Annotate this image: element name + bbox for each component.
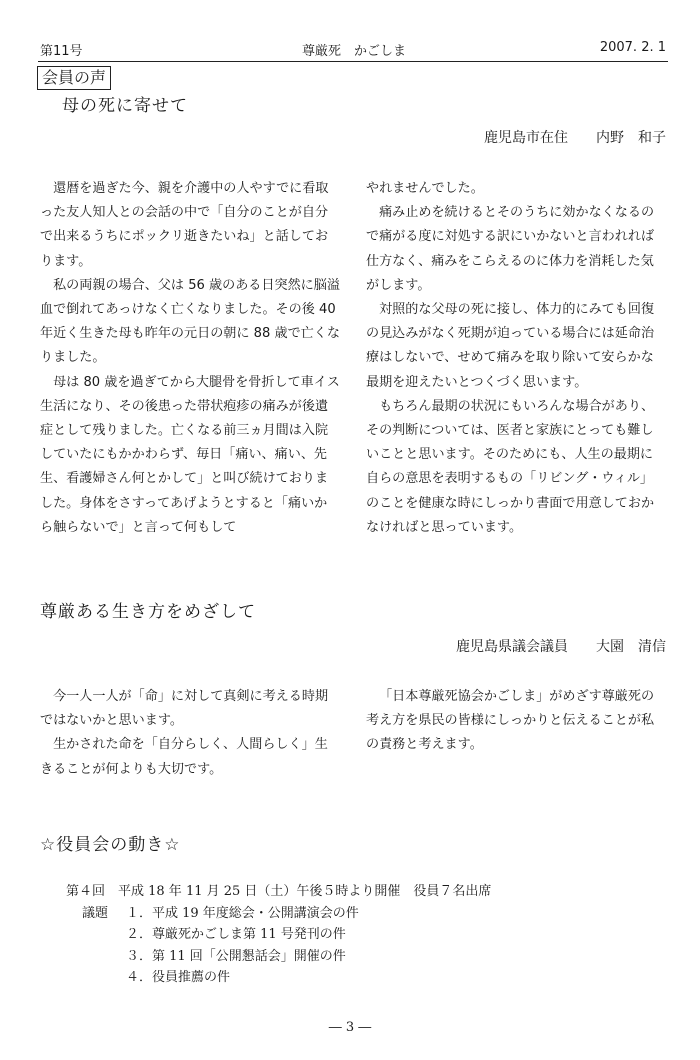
article2-paragraph: 「日本尊厳死協会かごしま」がめざす尊厳死の考え方を県民の皆様にしっかりと伝えることが私の責務と考えます。 — [366, 689, 655, 753]
newsletter-title: 尊厳死 かごしま — [302, 44, 407, 59]
agenda-item: ４．役員推薦の件 — [126, 970, 231, 986]
page-number: ― 3 ― — [328, 1020, 372, 1035]
article2-paragraph: 生かされた命を「自分らしく、人間らしく」生きることが何よりも大切です。 — [40, 737, 328, 777]
article1-paragraph: 私の両親の場合、父は 56 歳のある日突然に脳溢血で倒れてあっけなく亡くなりました。その後 40 年近く生きた母も昨年の元日の朝に 88 歳で亡くなりました。 — [40, 277, 340, 366]
article2-byline — [456, 637, 666, 657]
header-rule — [38, 61, 668, 62]
agenda-label: 議題 — [82, 905, 109, 921]
page-header — [40, 40, 666, 60]
article1-paragraph-continuation: やれませんでした。 — [366, 181, 484, 196]
article1-paragraph: 対照的な父母の死に接し、体力的にみても回復の見込みがなく死期が迫っている場合には延命治療はしないで、せめて痛みを取り除いて安らかな最期を迎えたいとつくづく思います。 — [366, 302, 655, 390]
agenda-item: １．平成 19 年度総会・公開講演会の件 — [126, 905, 359, 921]
article2-right-column — [366, 685, 666, 758]
article1-title: 母の死に寄せて — [62, 96, 188, 116]
article1-paragraph: 痛み止めを続けるとそのうちに効かなくなるので痛がる度に対処する訳にいかないと言われれば仕方なく、痛みをこらえるのに体力を消耗した気がします。 — [366, 205, 655, 293]
board-title: ☆役員会の動き☆ — [40, 835, 181, 855]
article1-paragraph: 母は 80 歳を過ぎてから大腿骨を骨折して車イス生活になり、その後患った帯状疱疹の痛みが後遺症として残りました。亡くなる前三ヵ月間は入院していたにもかかわらず、毎日「痛い、痛い、先生、看護婦さん何とかして」と叫び続けておりました。身体をさすってあげようとすると「痛いから触らないで」と言って何もして — [40, 374, 340, 535]
meeting-summary: 第４回 平成 18 年 11 月 25 日（土）午後５時より開催 役員７名出席 — [66, 884, 492, 899]
issue-date: 2007. 2. 1 — [599, 40, 666, 55]
article1-author-location: 鹿児島市在住 — [484, 130, 568, 146]
article1-right-column — [366, 177, 666, 540]
agenda-item: ３．第 11 回「公開懇話会」開催の件 — [126, 948, 346, 964]
article1-left-column — [40, 177, 340, 540]
article2-paragraph: 今一人一人が「命」に対して真剣に考える時期ではないかと思います。 — [40, 689, 329, 729]
article1-byline — [484, 128, 666, 148]
board-minutes — [66, 881, 491, 989]
article1-author-name: 内野 和子 — [596, 130, 666, 146]
issue-number: 第11号 — [40, 44, 83, 59]
agenda-item: ２．尊厳死かごしま第 11 号発刊の件 — [126, 927, 346, 943]
section-label: 会員の声 — [37, 66, 111, 90]
article2-author-location: 鹿児島県議会議員 — [456, 639, 568, 655]
agenda — [66, 903, 491, 989]
article2-left-column — [40, 685, 340, 782]
agenda-list — [126, 903, 359, 989]
article1-paragraph: 還暦を過ぎた今、親を介護中の人やすでに看取った友人知人との会話の中で「自分のことが自分で出来るうちにポックリ逝きたいね」と話しております。 — [40, 181, 329, 269]
article2-author-name: 大園 清信 — [596, 639, 666, 655]
article1-paragraph: もちろん最期の状況にもいろんな場合があり、その判断については、医者と家族にとっても難しいことと思います。そのためにも、人生の最期に自らの意思を表明するもの「リビング・ウィル」のことを健康な時にしっかり書面で用意しておかなければと思っています。 — [366, 398, 655, 535]
article2-title: 尊厳ある生き方をめざして — [40, 602, 256, 622]
